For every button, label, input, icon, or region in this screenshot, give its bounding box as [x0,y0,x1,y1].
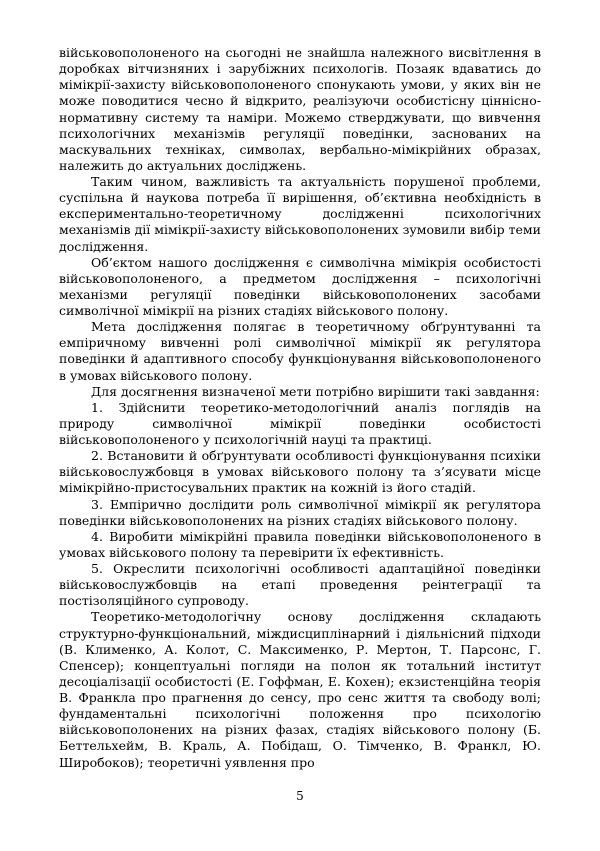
paragraph-relevance: Таким чином, важливість та актуальність порушеної проблеми, суспільна й наукова потреба її вирішення, об’єктивна необхідність в експериментально-теоретичному дослідженні психологічних механізмів дії мімікрії-захисту військовополонених зумовили вибір теми дослідження. [59,174,541,254]
page-number: 5 [296,789,304,803]
paragraph-methodology: Теоретико-методологічну основу дослідження складають структурно-функціональний, міждисциплінарний і діяльнісний підходи (В. Клименко, А. Колот, С. Максименко, Р. Мертон, Т. Парсонс, Г. Спенсер); концептуальні погляди на полон як тотальний інститут десоціалізації особистості (Е. Гоффман, Е. Кохен); екзистенційна теорія В. Франкла про прагнення до сенсу, про сенс життя та свободу волі; фундаментальні психологічні положення про психологію військовополонених на різних фазах, стадіях військового полону (Б. Беттельхейм, В. Краль, А. Побідаш, О. Тімченко, В. Франкл, Ю. Широбоков); теоретичні уявлення про [59,609,541,770]
paragraph-task-1: 1. Здійснити теоретико-методологічний аналіз поглядів на природу символічної мімікрії поведінки особистості військовополоненого у психологічній науці та практиці. [59,399,541,447]
body-text [59,45,541,771]
paragraph-object-subject: Об’єктом нашого дослідження є символічна мімікрія особистості військовополоненого, а предметом дослідження – психологічні механізми регуляції поведінки військовополонених засобами символічної мімікрії на різних стадіях військового полону. [59,254,541,318]
paragraph-task-5: 5. Окреслити психологічні особливості адаптаційної поведінки військовослужбовців на етапі проведення реінтеграції та постізоляційного супроводу. [59,561,541,609]
paragraph-task-2: 2. Встановити й обґрунтувати особливості функціонування психіки військовослужбовця в умовах військового полону та з’ясувати місце мімікрійно-пристосувальних практик на кожній із його стадій. [59,448,541,496]
paragraph-tasks-intro: Для досягнення визначеної мети потрібно вирішити такі завдання: [91,383,540,399]
paragraph-aim: Мета дослідження полягає в теоретичному обґрунтуванні та емпіричному вивченні ролі символічної мімікрії як регулятора поведінки й адаптивного способу функціонування військовополоненого в умовах військового полону. [59,319,541,383]
paragraph-continuation: військовополоненого на сьогодні не знайшла належного висвітлення в доробках вітчизняних і зарубіжних психологів. Позаяк вдаватись до мімікрії-захисту військовополоненого спонукають умови, у яких він не може поводитися чесно й відкрито, реалізуючи особистісну ціннісно-нормативну систему та наміри. Можемо стверджувати, що вивчення психологічних механізмів регуляції поведінки, заснованих на маскувальних техніках, символах, вербально-мімікрійних образах, належить до актуальних досліджень. [59,45,541,173]
paragraph-task-3: 3. Емпірично дослідити роль символічної мімікрії як регулятора поведінки військовополонених на різних стадіях військового полону. [59,496,541,528]
paragraph-task-4: 4. Виробити мімікрійні правила поведінки військовополоненого в умовах військового полону та перевірити їх ефективність. [59,528,541,560]
